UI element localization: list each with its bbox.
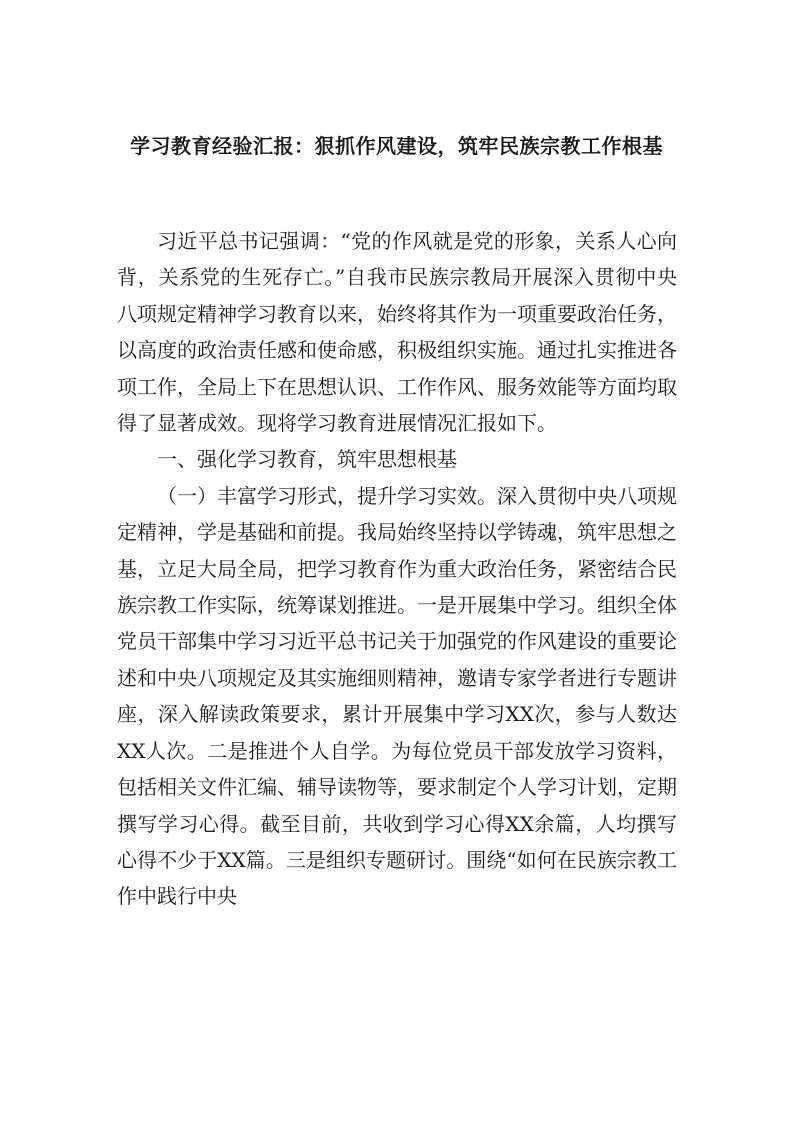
document-body [117, 223, 677, 915]
section-1-heading: 一、强化学习教育，筑牢思想根基 [157, 447, 457, 472]
section-1-paragraph-1: （一）丰富学习形式，提升学习实效。深入贯彻中央八项规定精神，学是基础和前提。我局始终坚持以学铸魂，筑牢思想之基，立足大局全局，把学习教育作为重大政治任务，紧密结合民族宗教工作实际，统筹谋划推进。一是开展集中学习。组织全体党员干部集中学习习近平总书记关于加强党的作风建设的重要论述和中央八项规定及其实施细则精神，邀请专家学者进行专题讲座，深入解读政策要求，累计开展集中学习XX次，参与人数达XX人次。二是推进个人自学。为每位党员干部发放学习资料，包括相关文件汇编、辅导读物等，要求制定个人学习计划，定期撰写学习心得。截至目前，共收到学习心得XX余篇，人均撰写心得不少于XX篇。三是组织专题研讨。围绕“如何在民族宗教工作中践行中央 [117, 483, 677, 909]
document-title: 学习教育经验汇报：狠抓作风建设，筑牢民族宗教工作根基 [130, 134, 663, 158]
intro-paragraph: 习近平总书记强调：“党的作风就是党的形象，关系人心向背，关系党的生死存亡。”自我市民族宗教局开展深入贯彻中央八项规定精神学习教育以来，始终将其作为一项重要政治任务，以高度的政治责任感和使命感，积极组织实施。通过扎实推进各项工作，全局上下在思想认识、工作作风、服务效能等方面均取得了显著成效。现将学习教育进展情况汇报如下。 [117, 229, 677, 436]
